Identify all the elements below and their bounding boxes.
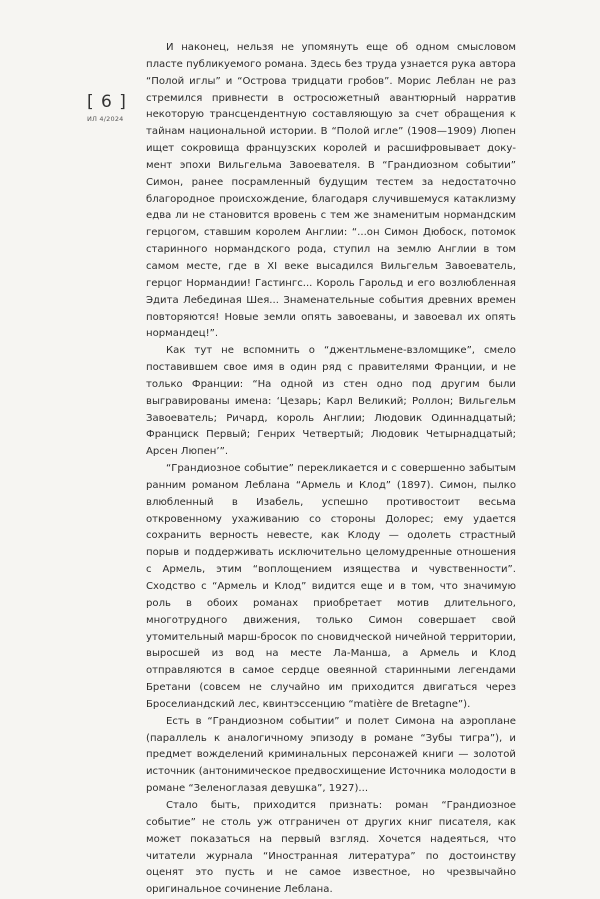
paragraph-3: “Грандиозное событие” перекликается и с совершенно забытым ранним романом Леблана “Армель и Клод” (1897). Симон, пылко влюбленный в Изабель, успешно противостоит весьма откровенному ухаживанию со стороны Долорес; ему удается сохранить верность невесте, как Клоду — одолеть страстный порыв и поддерживать исключительно целомудренные отношения с Армель, этим “воплощением изящества и чувственности”. Сходство с “Армель и Клод” видится еще и в том, что значимую роль в обоих романах приобретает мотив длительного, многотрудного движения, только Симон совершает свой утомительный марш-бросок по сновидческой ничейной территории, выросшей из вод на месте Ла-Манша, а Армель и Клод отправляются в самое сердце овеянной старинными легендами Бретани (совсем не случайно им приходится двигаться через Броселиандский лес, квинтэссенцию “matière de Bretagne”). [146,463,516,710]
page-marker [87,92,131,123]
issue-label: ИЛ 4/2024 [87,115,124,123]
paragraph-1: И наконец, нельзя не упомянуть еще об одном смысловом пласте публикуемого романа. Здесь без труда узнается рука автора “Полой иглы” и “Острова тридцати гробов”. Морис Леблан не раз стремился привнести в остросюжетный авантюрный нарратив некоторую трансцендентную составляющую за счет обращения к тайнам национальной истории. В “Полой игле” (1908—1909) Люпен ищет сокровища французских королей и расшифровывает документ эпохи Вильгельма Завоевателя. В “Грандиозном событии” Симон, ранее посрамленный будущим тестем за недостаточно благородное происхождение, благодаря случившемуся катаклизму едва ли не становится вровень с тем же знаменитым нормандским герцогом, ставшим королем Англии: “...он Симон Дюбоск, потомок старинного нормандского рода, ступил на землю Англии в том самом месте, где в XI веке высадился Вильгельм Завоеватель, герцог Нормандии! Гастингс... Король Гарольд и его возлюбленная Эдита Лебединая Шея... Знаменательные события древних времен повторяются! Новые земли опять завоеваны, и завоевал их опять нормандец!”. [146,42,516,340]
paragraph-5: Стало быть, приходится признать: роман “Грандиозное событие” не столь уж отграничен от других книг писателя, как может показаться на первый взгляд. Хочется надеяться, что читатели журнала “Иностранная литература” по достоинству оценят это пусть и не самое известное, но чрезвычайно оригинальное сочинение Леблана. [146,799,516,896]
article-body [146,40,516,899]
page-number: [ 6 ] [87,92,127,112]
paragraph-4: Есть в “Грандиозном событии” и полет Симона на аэроплане (параллель к аналогичному эпизоду в романе “Зубы тигра”), и предмет вожделений криминальных персонажей книги — золотой источник (антонимическое предвосхищение Источника молодости в романе “Зеленоглазая девушка”, 1927)... [146,715,516,795]
paragraph-2: Как тут не вспомнить о “джентльмене-взломщике”, смело поставившем свое имя в один ряд с правителями Франции, и не только Франции: “На одной из стен одно под другим были выгравированы имена: ‘Цезарь; Карл Великий; Роллон; Вильгельм Завоеватель; Ричард, король Англии; Людовик Одиннадцатый; Франциск Первый; Генрих Четвертый; Людовик Четырнадцатый; Арсен Люпен’”. [146,345,516,458]
